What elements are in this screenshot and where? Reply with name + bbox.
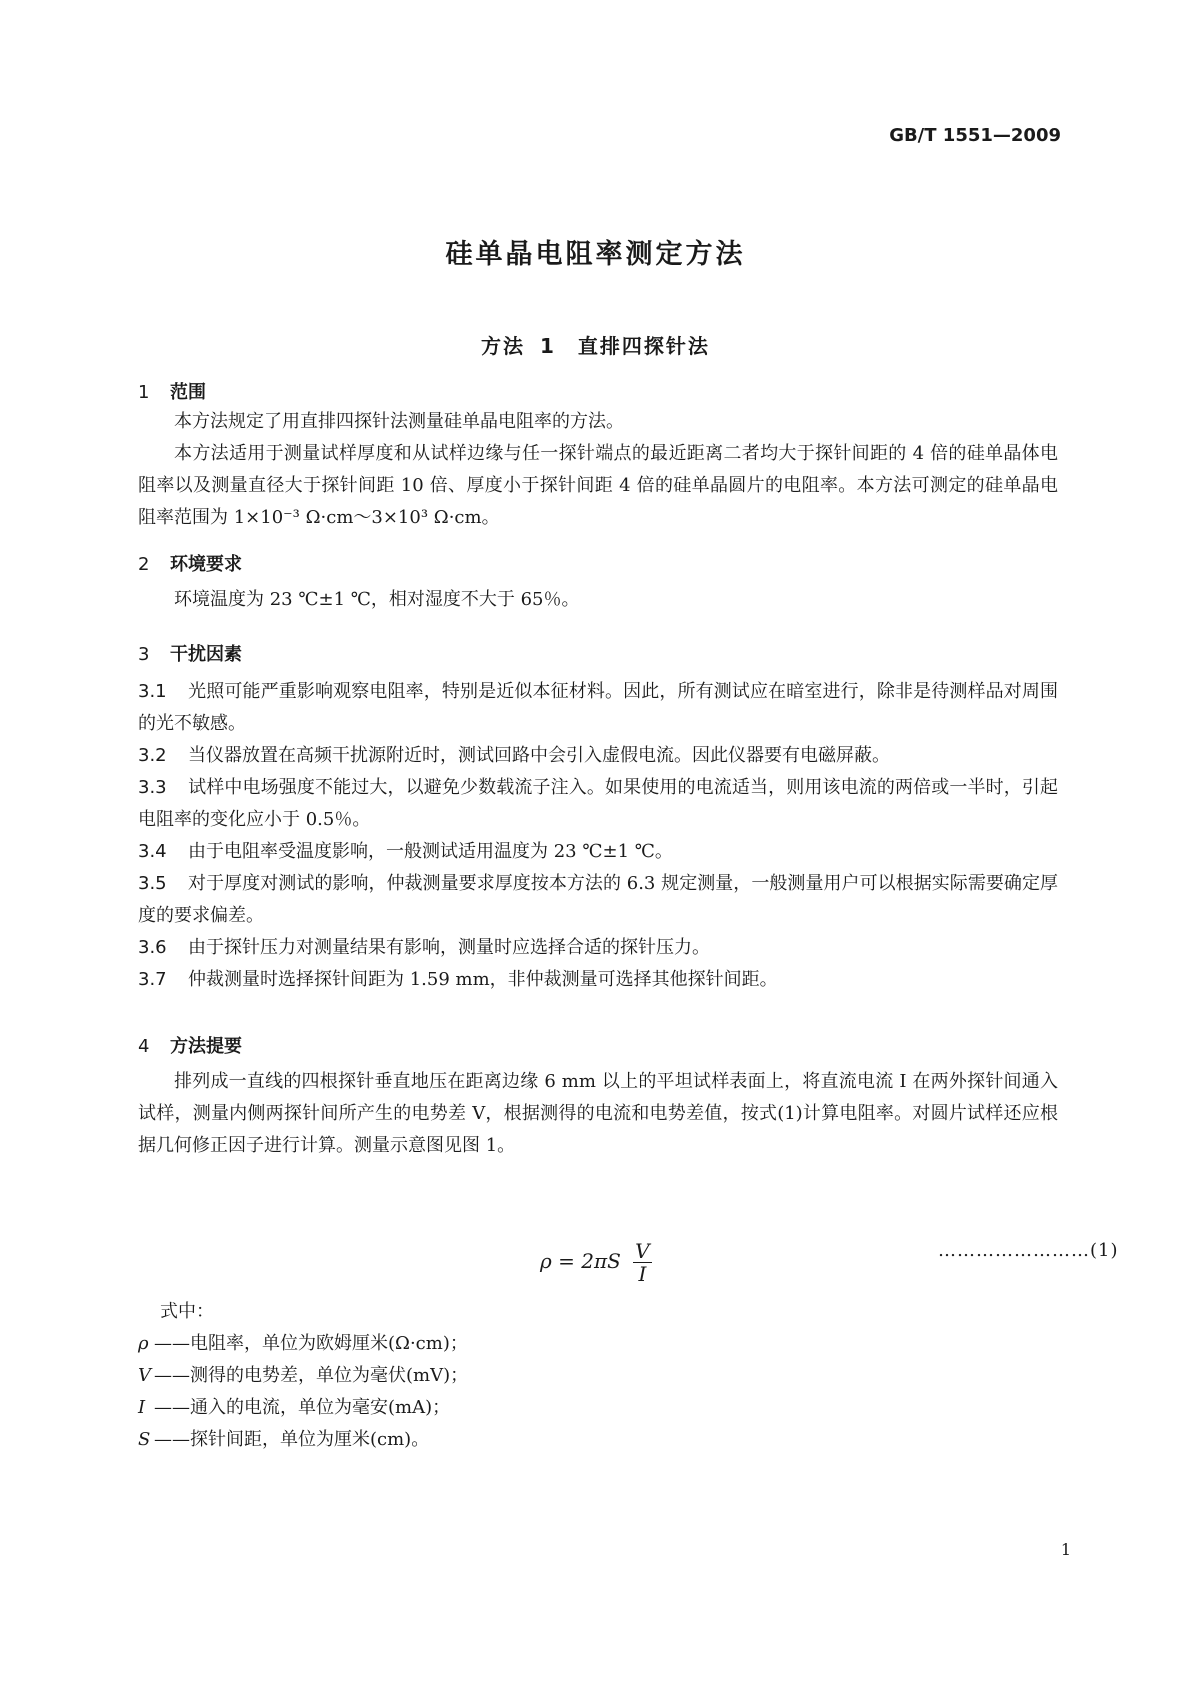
formula-fraction [633, 1240, 651, 1285]
section-title: 方法提要 [170, 1036, 242, 1057]
formula-numerator: V [635, 1239, 650, 1263]
standard-number: GB/T 1551—2009 [889, 125, 1061, 146]
legend-symbol: ρ [138, 1333, 149, 1354]
subclause-text: 由于探针压力对测量结果有影响，测量时应选择合适的探针压力。 [188, 937, 710, 958]
paragraph: 环境温度为 23 ℃±1 ℃，相对湿度不大于 65％。 [174, 589, 580, 610]
paragraph: 排列成一直线的四根探针垂直地压在距离边缘 6 mm 以上的平坦试样表面上，将直流电流 I 在两外探针间通入试样，测量内侧两探针间所产生的电势差 V，根据测得的电流和电势差值，按式(1)计算电阻率。对圆片试样还应根据几何修正因子进行计算。测量示意图见图 1。 [138, 1071, 1058, 1156]
legend-description: ——探针间距，单位为厘米(cm)。 [154, 1429, 430, 1450]
legend-intro: 式中： [160, 1301, 214, 1322]
legend-item [138, 1392, 450, 1424]
legend-symbol: I [138, 1397, 146, 1418]
subclause-number: 3.7 [138, 969, 167, 990]
document-title: 硅单晶电阻率测定方法 [445, 239, 746, 270]
legend-symbol: V [138, 1365, 151, 1386]
subclause-text: 当仪器放置在高频干扰源附近时，测试回路中会引入虚假电流。因此仪器要有电磁屏蔽。 [188, 745, 890, 766]
legend-symbol: S [138, 1429, 151, 1450]
section-heading-1 [138, 378, 206, 404]
section-heading-2 [138, 550, 242, 576]
formula-denominator: I [638, 1262, 647, 1286]
subclause [138, 740, 1058, 772]
section-number: 3 [138, 644, 150, 665]
page-number: 1 [1060, 1540, 1071, 1559]
section-number: 1 [138, 382, 150, 403]
subclause-text: 试样中电场强度不能过大，以避免少数载流子注入。如果使用的电流适当，则用该电流的两倍或一半时，引起电阻率的变化应小于 0.5％。 [138, 777, 1058, 830]
subclause [138, 772, 1058, 836]
section-number: 4 [138, 1036, 150, 1057]
subclause-number: 3.6 [138, 937, 167, 958]
legend-item [138, 1328, 468, 1360]
subclause-number: 3.5 [138, 873, 167, 894]
section-heading-3 [138, 640, 242, 666]
subclause [138, 676, 1058, 740]
subclause-number: 3.3 [138, 777, 167, 798]
subclause-text: 仲裁测量时选择探针间距为 1.59 mm，非仲裁测量可选择其他探针间距。 [188, 969, 778, 990]
subclause [138, 964, 1058, 996]
legend-description: ——电阻率，单位为欧姆厘米(Ω·cm)； [154, 1333, 468, 1354]
formula-lhs: ρ = 2πS [540, 1249, 621, 1273]
legend-description: ——测得的电势差，单位为毫伏(mV)； [154, 1365, 469, 1386]
subclause-text: 由于电阻率受温度影响，一般测试适用温度为 23 ℃±1 ℃。 [188, 841, 673, 862]
section-title: 环境要求 [170, 554, 242, 575]
paragraph: 本方法适用于测量试样厚度和从试样边缘与任一探针端点的最近距离二者均大于探针间距的 4 倍的硅单晶体电阻率以及测量直径大于探针间距 10 倍、厚度小于探针间距 4 倍的硅单晶圆片的电阻率。本方法可测定的硅单晶电阻率范围为 1×10⁻³ Ω·cm～3×10³ Ω·cm。 [138, 443, 1058, 528]
formula-number: ……………………(1) [938, 1240, 1119, 1261]
subclause-number: 3.4 [138, 841, 167, 862]
method-subtitle: 方法 1 直排四探针法 [481, 334, 710, 358]
subclause-number: 3.1 [138, 681, 167, 702]
section-heading-4 [138, 1032, 242, 1058]
formula-1 [540, 1240, 652, 1285]
section-number: 2 [138, 554, 150, 575]
section-title: 干扰因素 [170, 644, 242, 665]
subclause [138, 932, 1058, 964]
subclause-text: 对于厚度对测试的影响，仲裁测量要求厚度按本方法的 6.3 规定测量，一般测量用户可以根据实际需要确定厚度的要求偏差。 [138, 873, 1058, 926]
section-title: 范围 [170, 382, 206, 403]
paragraph: 本方法规定了用直排四探针法测量硅单晶电阻率的方法。 [174, 411, 624, 432]
subclause-number: 3.2 [138, 745, 167, 766]
subclause-text: 光照可能严重影响观察电阻率，特别是近似本征材料。因此，所有测试应在暗室进行，除非是待测样品对周围的光不敏感。 [138, 681, 1058, 734]
legend-item [138, 1360, 468, 1392]
subclause [138, 868, 1058, 932]
legend-item [138, 1424, 429, 1456]
subclause [138, 836, 1058, 868]
legend-description: ——通入的电流，单位为毫安(mA)； [154, 1397, 451, 1418]
